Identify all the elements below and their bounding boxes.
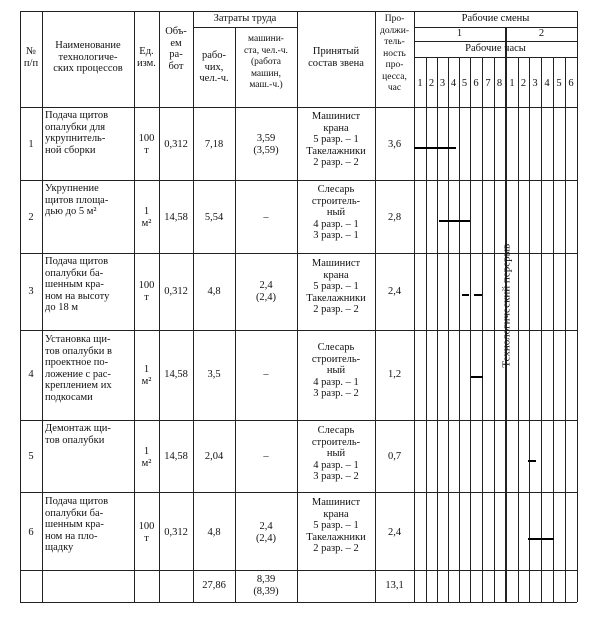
gantt-bar-row-5 (528, 460, 536, 462)
hour-label: 1 (417, 78, 423, 89)
header-shift-2: 2 (538, 28, 545, 39)
row-1-crew: Машинист крана 5 разр. – 1 Такелажники 2 разр. – 2 (306, 111, 366, 168)
row-1-duration: 3,6 (387, 139, 402, 150)
hour-line (426, 57, 427, 602)
header-num: № п/п (23, 46, 39, 69)
header-crew: Принятый состав звена (308, 46, 364, 69)
gantt-bar-row-6 (528, 538, 554, 540)
row-3-num: 3 (28, 286, 34, 297)
table-border-top (20, 11, 577, 12)
hour-line (448, 57, 449, 602)
hour-label: 5 (556, 78, 562, 89)
total-duration: 13,1 (385, 580, 404, 591)
row-2-name: Укрупнение щитов площа- дью до 5 м² (45, 183, 109, 217)
hour-label: 1 (509, 78, 515, 89)
header-machinists: машини- ста, чел.-ч. (работа машин, маш.-ч.) (244, 34, 288, 90)
row-2-num: 2 (28, 212, 34, 223)
row-5-unit: 1 м² (141, 446, 152, 469)
row-6-volume: 0,312 (164, 527, 188, 538)
row-5-num: 5 (28, 451, 34, 462)
gantt-bar-row-3b (474, 294, 482, 296)
col-line-end (577, 11, 578, 602)
hour-line (518, 57, 519, 602)
gantt-bar-row-3a (462, 294, 469, 296)
col-line-5 (235, 27, 236, 602)
header-hours-label: Рабочие часы (465, 43, 526, 54)
row-4-workers: 3,5 (207, 369, 221, 380)
row-3-workers: 4,8 (207, 286, 221, 297)
row-6-num: 6 (28, 527, 34, 538)
header-process-name: Наименование технологиче- ских процессов (53, 40, 123, 74)
hour-label: 3 (532, 78, 538, 89)
row-3-machinists: 2,4 (2,4) (255, 280, 277, 303)
hour-label: 6 (473, 78, 479, 89)
row-3-duration: 2,4 (387, 286, 402, 297)
row-2-volume: 14,58 (164, 212, 188, 223)
hour-label: 6 (568, 78, 574, 89)
row-6-unit: 100 т (138, 521, 155, 544)
hour-line (565, 57, 566, 602)
row-6-name: Подача щитов опалубки ба- шенным кра- ном на пло- щадку (45, 496, 109, 553)
hour-line (482, 57, 483, 602)
gantt-bar-row-2 (439, 220, 470, 222)
hour-line (553, 57, 554, 602)
row-4-volume: 14,58 (164, 369, 188, 380)
row-4-name: Установка щи- тов опалубки в проектное по- ложение с рас- креплением их подкосами (45, 334, 112, 403)
labor-costs-underline (193, 27, 297, 28)
hour-line (529, 57, 530, 602)
hour-label: 5 (461, 78, 468, 89)
header-shifts: Рабочие смены (461, 13, 530, 24)
col-line-4 (193, 11, 194, 602)
header-labor-costs: Затраты труда (213, 13, 277, 24)
row-4-num: 4 (28, 369, 34, 380)
hour-label: 3 (439, 78, 446, 89)
row-1-workers: 7,18 (204, 139, 224, 150)
col-line-7 (375, 11, 376, 602)
row-3-volume: 0,312 (164, 286, 188, 297)
table-border-bottom (20, 602, 577, 603)
row-6-crew: Машинист крана 5 разр. – 1 Такелажники 2 разр. – 2 (306, 497, 366, 554)
hour-line (470, 57, 471, 602)
row-3-unit: 100 т (138, 280, 155, 303)
row-5-machinists: – (263, 451, 269, 462)
gantt-bar-row-4 (471, 376, 483, 378)
row-6-duration: 2,4 (387, 527, 402, 538)
row-1-machinists: 3,59 (3,59) (253, 133, 279, 156)
row-4-crew: Слесарь строитель- ный 4 разр. – 1 3 разр. – 2 (311, 342, 361, 399)
row-5-workers: 2,04 (204, 451, 224, 462)
row-4-duration: 1,2 (387, 369, 402, 380)
row-5-duration: 0,7 (387, 451, 402, 462)
row-2-crew: Слесарь строитель- ный 4 разр. – 1 3 разр. – 1 (311, 184, 361, 241)
technological-break-label: Технологический перерыв (500, 243, 513, 368)
row-2-workers: 5,54 (204, 212, 224, 223)
hour-line (437, 57, 438, 602)
hour-label: 4 (544, 78, 550, 89)
row-2-duration: 2,8 (387, 212, 402, 223)
header-workers: рабо- чих, чел.-ч. (199, 50, 229, 84)
col-line-1 (42, 11, 43, 602)
row-3-crew: Машинист крана 5 разр. – 1 Такелажники 2 разр. – 2 (306, 258, 366, 315)
total-machinists: 8,39 (8,39) (253, 574, 279, 597)
row-1-volume: 0,312 (164, 139, 188, 150)
hour-line (459, 57, 460, 602)
col-line-2 (134, 11, 135, 602)
row-3-name: Подача щитов опалубки ба- шенным кра- ном на высоту до 18 м (45, 256, 110, 313)
row-1-unit: 100 т (138, 133, 155, 156)
shift-numbers-underline (414, 41, 577, 42)
header-volume: Объ- ем ра- бот (165, 26, 187, 72)
hour-label: 4 (450, 78, 457, 89)
row-6-workers: 4,8 (207, 527, 221, 538)
header-duration: Про- должи- тель- ность про- цесса, час (379, 14, 409, 93)
col-line-8 (414, 11, 415, 602)
row-6-machinists: 2,4 (2,4) (255, 521, 277, 544)
row-2-unit: 1 м² (141, 206, 152, 229)
hour-label: 8 (496, 78, 503, 89)
total-workers: 27,86 (202, 580, 226, 591)
gantt-bar-row-1 (414, 147, 456, 149)
row-1-num: 1 (28, 139, 34, 150)
header-unit: Ед. изм. (137, 46, 156, 69)
col-line-3 (159, 11, 160, 602)
row-4-unit: 1 м² (141, 364, 152, 387)
hour-label: 2 (520, 78, 527, 89)
header-shift-1: 1 (456, 28, 463, 39)
hour-line (541, 57, 542, 602)
hour-line (494, 57, 495, 602)
col-line-0 (20, 11, 21, 602)
hour-label: 2 (428, 78, 435, 89)
row-1-name: Подача щитов опалубки для укрупнитель- ной сборки (45, 110, 109, 156)
hour-label: 7 (485, 78, 491, 89)
row-2-machinists: – (263, 212, 269, 223)
row-5-crew: Слесарь строитель- ный 4 разр. – 1 3 разр. – 2 (311, 425, 361, 482)
row-4-machinists: – (263, 369, 269, 380)
row-5-volume: 14,58 (164, 451, 188, 462)
row-5-name: Демонтаж щи- тов опалубки (45, 423, 111, 446)
